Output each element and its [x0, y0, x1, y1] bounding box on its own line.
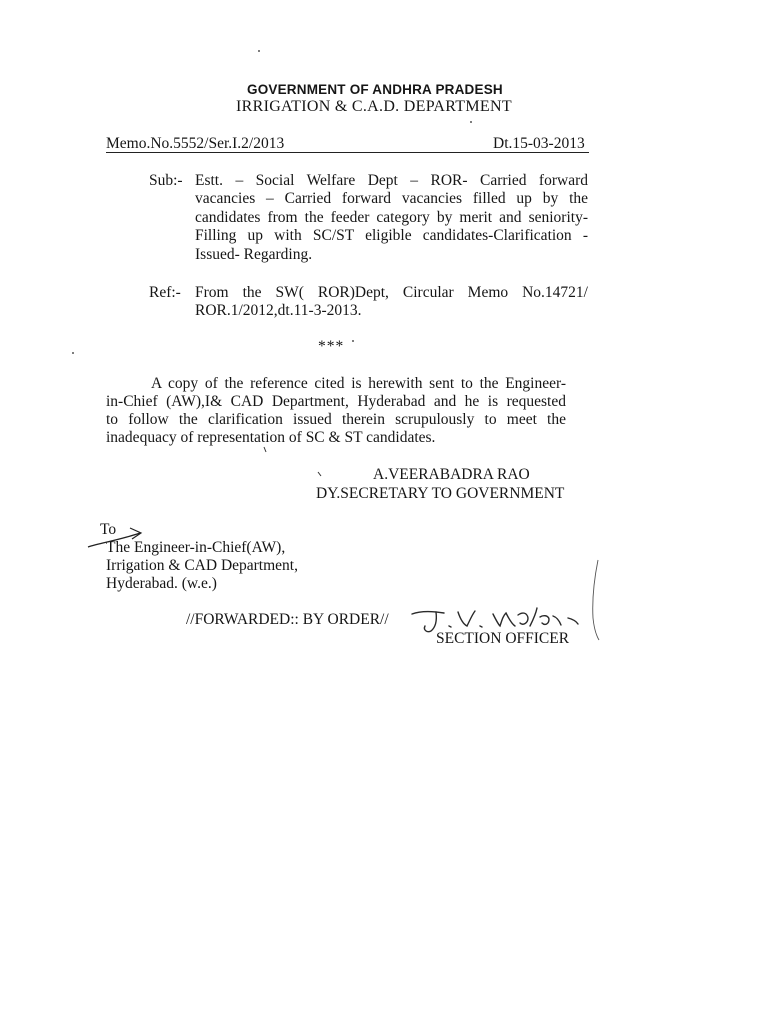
- department-heading: IRRIGATION & C.A.D. DEPARTMENT: [236, 98, 512, 115]
- memo-date: Dt.15-03-2013: [493, 135, 585, 152]
- signatory-name: A.VEERABADRA RAO: [373, 466, 530, 483]
- subject-line-5: Issued- Regarding.: [195, 246, 313, 263]
- subject-line-3: candidates from the feeder category by merit and seniority-: [195, 209, 588, 226]
- subject-line-4: Filling up with SC/ST eligible candidates-Clarification -: [195, 227, 588, 244]
- handwritten-signature: [412, 608, 578, 632]
- government-heading: GOVERNMENT OF ANDHRA PRADESH: [247, 82, 503, 97]
- scan-speck: [352, 340, 354, 342]
- subject-line-1: Estt. – Social Welfare Dept – ROR- Carried forward: [195, 172, 588, 189]
- to-label: To: [100, 521, 117, 538]
- signatory-designation: DY.SECRETARY TO GOVERNMENT: [316, 485, 565, 502]
- to-line-1: The Engineer-in-Chief(AW),: [106, 539, 286, 556]
- reference-label: Ref:-: [149, 284, 181, 301]
- scan-speck: [72, 352, 74, 354]
- section-officer-label: SECTION OFFICER: [436, 630, 570, 647]
- forwarded-line: //FORWARDED:: BY ORDER//: [186, 611, 389, 628]
- body-line-1: A copy of the reference cited is herewith sent to the Engineer-: [151, 375, 566, 392]
- scan-speck: [258, 50, 260, 52]
- body-line-4: inadequacy of representation of SC & ST candidates.: [106, 429, 436, 446]
- separator-stars: ***: [318, 338, 345, 355]
- memo-number: Memo.No.5552/Ser.I.2/2013: [106, 135, 285, 152]
- body-line-2: in-Chief (AW),I& CAD Department, Hyderabad and he is requested: [106, 393, 566, 410]
- to-line-3: Hyderabad. (w.e.): [106, 575, 217, 592]
- subject-label: Sub:-: [149, 172, 183, 189]
- to-line-2: Irrigation & CAD Department,: [106, 557, 298, 574]
- reference-line-1: From the SW( ROR)Dept, Circular Memo No.14721/: [195, 284, 588, 301]
- scan-speck: [470, 121, 472, 123]
- body-line-3: to follow the clarification issued therein scrupulously to meet the: [106, 411, 566, 428]
- subject-line-2: vacancies – Carried forward vacancies filled up by the: [195, 190, 588, 207]
- reference-line-2: ROR.1/2012,dt.11-3-2013.: [195, 302, 362, 319]
